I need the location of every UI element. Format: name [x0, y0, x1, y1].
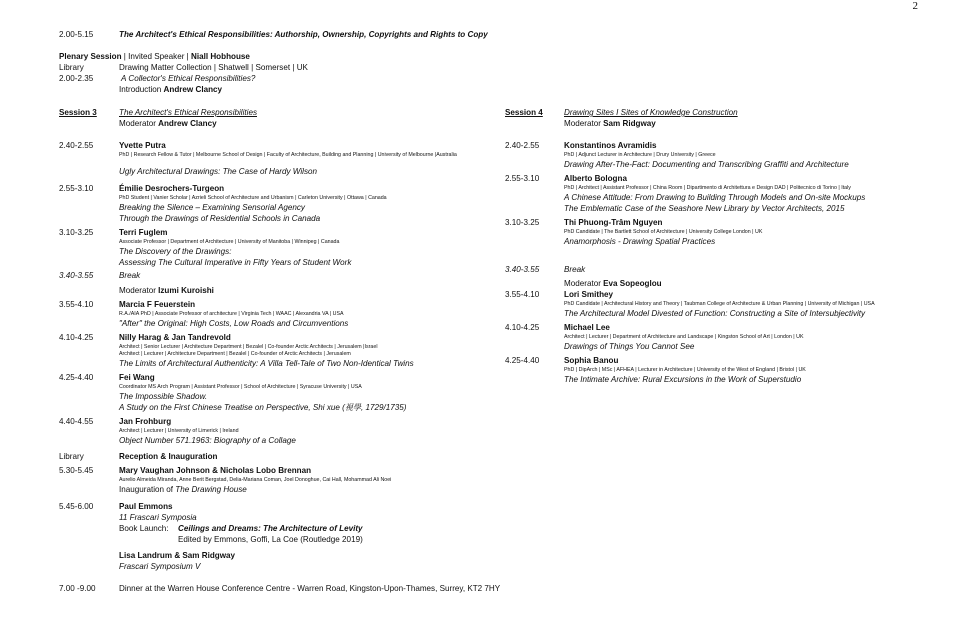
s3-talk1-affil: PhD | Research Fellow & Tutor | Melbourne School of Design | Faculty of Architecture, Building and Planning | University of Melbourne |Australia: [119, 152, 457, 158]
s3-talk1-time: 2.40-2.55: [59, 141, 94, 150]
plenary-library: Library: [59, 63, 84, 72]
s4-talk1-speaker: Konstantinos Avramidis: [564, 141, 657, 150]
s3-talk7-title: Object Number 571.1963: Biography of a Collage: [119, 436, 296, 445]
book-edited: Edited by Emmons, Goffi, La Coe (Routledge 2019): [178, 535, 363, 544]
s3-talk6-speaker: Fei Wang: [119, 373, 155, 382]
s4-talk4-speaker: Lori Smithey: [564, 290, 614, 299]
plenary-intro: [119, 85, 222, 95]
s3-talk3-title2: Assessing The Cultural Imperative in Fifty Years of Student Work: [119, 258, 352, 267]
moderator-name: Sam Ridgway: [603, 119, 656, 128]
moderator-name: Andrew Clancy: [158, 119, 217, 128]
dinner-line: [119, 584, 500, 594]
moderator-label: Moderator: [564, 119, 601, 128]
session4-label: Session 4: [505, 108, 543, 117]
session3-label: Session 3: [59, 108, 97, 117]
s4-talk2-time: 2.55-3.10: [505, 174, 540, 183]
s3-talk3-title: The Discovery of the Drawings:: [119, 247, 232, 256]
plenary-label: Plenary Session: [59, 52, 122, 61]
session3-moderator: [119, 119, 217, 129]
reception-library: Library: [59, 452, 84, 461]
dinner-time: 7.00 -9.00: [59, 584, 96, 593]
session4-moderator: [564, 119, 656, 129]
s3-talk3-affil: Associate Professor | Department of Architecture | University of Manitoba | Winnipeg | Canada: [119, 239, 340, 245]
page-number: 2: [912, 0, 918, 12]
s3-moderator2: [119, 286, 214, 296]
session4-title: Drawing Sites I Sites of Knowledge Construction: [564, 108, 738, 117]
s4-talk1-time: 2.40-2.55: [505, 141, 540, 150]
reception-names: Mary Vaughan Johnson & Nicholas Lobo Brennan: [119, 466, 312, 475]
s3-talk1-title: Ugly Architectural Drawings: The Case of Hardy Wilson: [119, 167, 317, 176]
plenary-speaker: Niall Hobhouse: [191, 52, 250, 61]
s3-talk3-time: 3.10-3.25: [59, 228, 94, 237]
s3-talk7-speaker: Jan Frohburg: [119, 417, 172, 426]
s4-talk1-title: Drawing After-The-Fact: Documenting and Transcribing Graffiti and Architecture: [564, 160, 849, 169]
s4-break-label: Break: [564, 265, 586, 274]
plenary-line: [59, 52, 250, 62]
book-launch-label: Book Launch:: [119, 524, 169, 533]
s4-talk1-affil: PhD | Adjunct Lecturer in Architecture | Drury University | Greece: [564, 152, 716, 158]
book-title: Ceilings and Dreams: The Architecture of Levity: [178, 524, 363, 533]
s3-talk5-title: The Limits of Architectural Authenticity: A Villa Tell-Tale of Two Non-Identical Twins: [119, 359, 414, 368]
s4-talk2-title2: The Emblematic Case of the Seashore New Library by Vector Architects, 2015: [564, 204, 845, 213]
header-time: 2.00-5.15: [59, 30, 94, 39]
plenary-introducer: Andrew Clancy: [163, 85, 223, 94]
s3-talk5-speaker: Nilly Harag & Jan Tandrevold: [119, 333, 231, 342]
reception-others: Aurelio Almeida Miranda, Anne Berit Bergstad, Delia-Mariana Coman, Joel Donoghue, Cai Hall, Mohammad Ali Noei: [119, 477, 392, 483]
s4-talk3-affil: PhD Candidate | The Bartlett School of Architecture | University College London | UK: [564, 229, 763, 235]
moderator-name: Eva Sopeoglou: [603, 279, 662, 288]
moderator-label: Moderator: [564, 279, 601, 288]
s3-talk2-title2: Through the Drawings of Residential Schools in Canada: [119, 214, 321, 223]
s4-talk6-affil: PhD | DipArch | MSc | AFHEA | Lecturer in Architecture | University of the West of England | Bristol | UK: [564, 367, 806, 373]
s3-break-time: 3.40-3.55: [59, 271, 94, 280]
moderator-label: Moderator: [119, 286, 156, 295]
s4-talk5-time: 4.10-4.25: [505, 323, 540, 332]
inauguration-title: The Drawing House: [175, 485, 247, 494]
header-title: The Architect's Ethical Responsibilities: Authorship, Ownership, Copyrights and Rights to Copy: [119, 30, 488, 39]
s4-talk6-speaker: Sophia Banou: [564, 356, 619, 365]
s4-talk3-speaker: Thi Phuong-Trâm Nguyen: [564, 218, 663, 227]
s3-talk4-speaker: Marcia F Feuerstein: [119, 300, 196, 309]
book-time: 5.45-6.00: [59, 502, 94, 511]
s4-talk3-time: 3.10-3.25: [505, 218, 540, 227]
inauguration-label: Inauguration of: [119, 485, 174, 494]
s4-talk2-speaker: Alberto Bologna: [564, 174, 627, 183]
s4-talk4-title: The Architectural Model Divested of Function: Constructing a Site of Intersubjectivity: [564, 309, 866, 318]
s4-talk2-title: A Chinese Attitude: From Drawing to Building Through Models and On-site Mockups: [564, 193, 866, 202]
s4-talk3-title: Anamorphosis - Drawing Spatial Practices: [564, 237, 716, 246]
book-symposium5: Frascari Symposium V: [119, 562, 201, 571]
s3-break-label: Break: [119, 271, 141, 280]
reception-time: 5.30-5.45: [59, 466, 94, 475]
s3-talk7-time: 4.40-4.55: [59, 417, 94, 426]
s3-talk4-title: "After" the Original: High Costs, Low Roads and Circumventions: [119, 319, 349, 328]
dinner-address: - Warren Road, Kingston-Upon-Thames, Surrey, KT2 7HY: [292, 584, 501, 593]
plenary-invited: | Invited Speaker |: [123, 52, 189, 61]
s3-talk4-affil: R.A./AIA PhD | Associate Professor of architecture | Virginia Tech | WAAC | Alexandria VA | USA: [119, 311, 344, 317]
s3-talk2-affil: PhD Student | Vanier Scholar | Azrieli School of Architecture and Urbanism | Carleton University | Ottawa | Canada: [119, 195, 387, 201]
reception-inauguration: [119, 485, 247, 495]
s4-break-time: 3.40-3.55: [505, 265, 540, 274]
book-speaker2: Lisa Landrum & Sam Ridgway: [119, 551, 236, 560]
s3-talk2-title: Breaking the Silence – Examining Sensorial Agency: [119, 203, 305, 212]
s3-talk6-title2: A Study on the First Chinese Treatise on Perspective, Shi xue (視學, 1729/1735): [119, 403, 407, 412]
book-speaker: Paul Emmons: [119, 502, 173, 511]
moderator-label: Moderator: [119, 119, 156, 128]
plenary-intro-label: Introduction: [119, 85, 162, 94]
s3-talk6-title: The Impossible Shadow.: [119, 392, 208, 401]
reception-heading: Reception & Inauguration: [119, 452, 218, 461]
s3-talk5-time: 4.10-4.25: [59, 333, 94, 342]
s3-talk6-time: 4.25-4.40: [59, 373, 94, 382]
s4-talk5-title: Drawings of Things You Cannot See: [564, 342, 695, 351]
s4-talk4-affil: PhD Candidate | Architectural History and Theory | Taubman College of Architecture & Urban Planning | University of Michigan | USA: [564, 301, 875, 307]
dinner-text: Dinner at the Warren House Conference Centre: [119, 584, 291, 593]
s4-moderator2: [564, 279, 662, 289]
moderator-name: Izumi Kuroishi: [158, 286, 214, 295]
s3-talk2-time: 2.55-3.10: [59, 184, 94, 193]
plenary-time: 2.00-2.35: [59, 74, 94, 83]
s4-talk6-time: 4.25-4.40: [505, 356, 540, 365]
book-symposia: 11 Frascari Symposia: [119, 513, 197, 522]
s3-talk1-speaker: Yvette Putra: [119, 141, 166, 150]
s3-talk2-speaker: Émilie Desrochers-Turgeon: [119, 184, 225, 193]
s4-talk6-title: The Intimate Archive: Rural Excursions in the Work of Superstudio: [564, 375, 802, 384]
s4-talk5-speaker: Michael Lee: [564, 323, 610, 332]
s3-talk5-affil2: Architect | Lecturer | Architecture Department | Bezalel | Co-founder of Arctic Architects | Jerusalem: [119, 351, 351, 357]
s3-talk7-affil: Architect | Lecturer | University of Limerick | Ireland: [119, 428, 239, 434]
s3-talk4-time: 3.55-4.10: [59, 300, 94, 309]
s4-talk2-affil: PhD | Architect | Assistant Professor | China Room | Dipartimento di Architettura e Design DAD | Politecnico di Torino | Italy: [564, 185, 851, 191]
s3-talk5-affil: Architect | Senior Lecturer | Architecture Department | Bezalel | Co-founder Arctic Architects | Jerusalem |Israel: [119, 344, 378, 350]
s3-talk3-speaker: Terri Fuglem: [119, 228, 168, 237]
plenary-location: Drawing Matter Collection | Shatwell | Somerset | UK: [119, 63, 308, 72]
plenary-talk: A Collector's Ethical Responsibilities?: [121, 74, 256, 83]
s4-talk4-time: 3.55-4.10: [505, 290, 540, 299]
session3-title: The Architect's Ethical Responsibilities: [119, 108, 257, 117]
s3-talk6-affil: Coordinator MS Arch Program | Assistant Professor | School of Architecture | Syracuse University | USA: [119, 384, 362, 390]
s4-talk5-affil: Architect | Lecturer | Department of Architecture and Landscape | Kingston School of Art | London | UK: [564, 334, 804, 340]
